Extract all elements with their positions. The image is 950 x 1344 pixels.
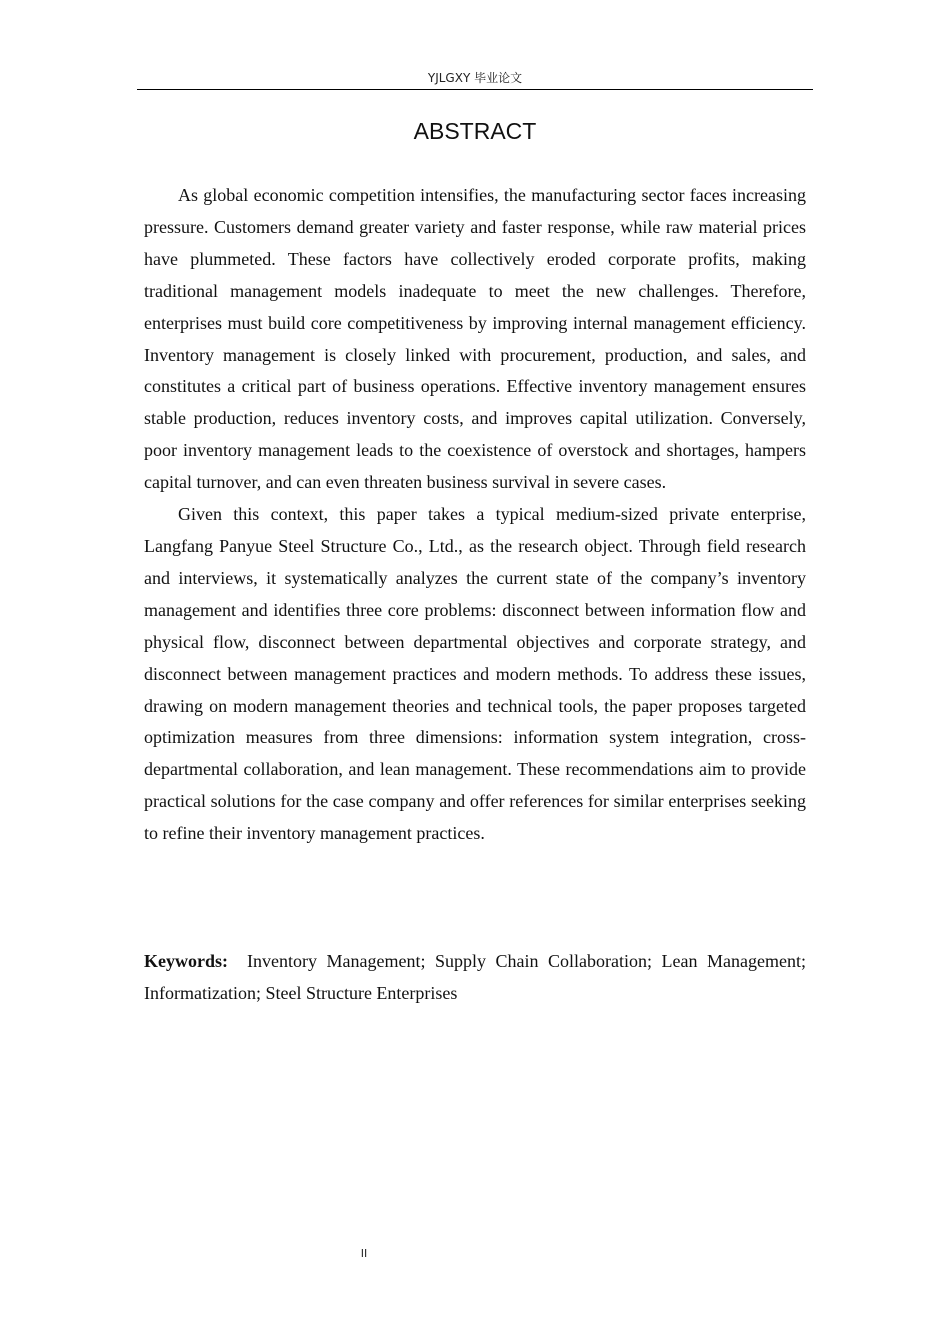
- header-rule: [137, 89, 813, 90]
- keywords-label: Keywords:: [144, 951, 228, 971]
- abstract-title: ABSTRACT: [413, 118, 537, 144]
- keywords-text: Inventory Management; Supply Chain Collaboration; Lean Management; Informatization; Steel Structure Enterprises: [144, 951, 806, 1003]
- running-header: YJLGXY 毕业论文: [427, 71, 523, 85]
- abstract-body: [144, 180, 806, 850]
- page-number: II: [360, 1247, 368, 1260]
- abstract-paragraph-2: Given this context, this paper takes a typical medium-sized private enterprise, Langfang Panyue Steel Structure Co., Ltd., as the research object. Through field research and interviews, it systematically analyzes the current state of the company’s inventory management and identifies three core problems: disconnect between information flow and physical flow, disconnect between departmental objectives and corporate strategy, and disconnect between management practices and modern methods. To address these issues, drawing on modern management theories and technical tools, the paper proposes targeted optimization measures from three dimensions: information system integration, cross-departmental collaboration, and lean management. These recommendations aim to provide practical solutions for the case company and offer references for similar enterprises seeking to refine their inventory management practices.: [144, 504, 806, 844]
- abstract-paragraph-1: As global economic competition intensifies, the manufacturing sector faces increasing pressure. Customers demand greater variety and faster response, while raw material prices have plummeted. These factors have collectively eroded corporate profits, making traditional management models inadequate to meet the new challenges. Therefore, enterprises must build core competitiveness by improving internal management efficiency. Inventory management is closely linked with procurement, production, and sales, and constitutes a critical part of business operations. Effective inventory management ensures stable production, reduces inventory costs, and improves capital utilization. Conversely, poor inventory management leads to the coexistence of overstock and shortages, hampers capital turnover, and can even threaten business survival in severe cases.: [144, 185, 806, 493]
- keywords: [144, 946, 806, 1010]
